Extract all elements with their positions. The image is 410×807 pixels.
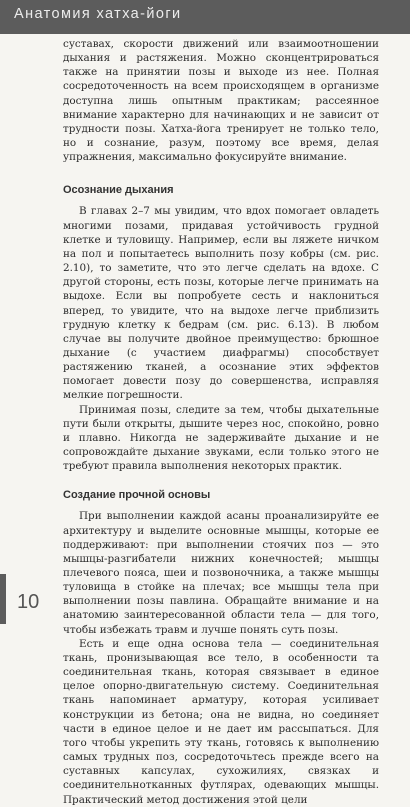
page-body: [63, 37, 379, 807]
page-number-tab: [0, 574, 6, 624]
section-heading-block: [63, 473, 379, 509]
section-heading-breath: Осознание дыхания: [63, 184, 174, 197]
breath-paragraph-2: Принимая позы, следите за тем, чтобы дыхательные пути были открыты, дышите через нос, спокойно, ровно и плавно. Никогда не задерживайте дыхание и не сопровождайте дыхание звуками, если только этого не требуют правила выполнения некоторых практик.: [63, 403, 379, 473]
section-heading-block: [63, 164, 379, 204]
running-header-title: Анатомия хатха-йоги: [14, 6, 182, 22]
page-number: 10: [17, 591, 40, 613]
section-heading-base: Создание прочной основы: [63, 489, 211, 502]
breath-paragraph-1: В главах 2–7 мы увидим, что вдох помогает овладеть многими позами, придавая устойчивость грудной клетке и туловищу. Например, если вы ляжете ничком на пол и попытаетесь выполнить позу кобры (см. рис. 2.10), то заметите, что это легче сделать на вдохе. С другой стороны, есть позы, которые легче принимать на выдохе. Если вы попробуете сесть и наклониться вперед, то увидите, что на выдохе легче приблизить грудную клетку к бедрам (см. рис. 6.13). В любом случае вы получите двойное преимущество: брюшное дыхание (с участием диафрагмы) способствует растяжению тканей, а осознание этих эффектов помогает довести позу до совершенства, исправляя мелкие погрешности.: [63, 205, 379, 402]
running-header-bar: [0, 0, 410, 34]
intro-paragraph: суставах, скорости движений или взаимоотношении дыхания и растяжения. Можно сконцентрироваться также на принятии позы и выходе из нее. Полная сосредоточенность на всем происходящем в организме доступна лишь опытным практикам; рассеянное внимание характерно для начинающих и не зависит от трудности позы. Хатха-йога тренирует не только тело, но и сознание, разум, поэтому все время, делая упражнения, максимально фокусируйте внимание.: [63, 38, 379, 164]
base-paragraph-2: Есть и еще одна основа тела — соединительная ткань, пронизывающая все тело, в особенности та соединительная ткань, которая связывает в единое целое опорно-двигательную систему. Соединительная ткань напоминает арматуру, которая усиливает конструкции из бетона; она не видна, но соединяет части в единое целое и не дает им рассыпаться. Для того чтобы укрепить эту ткань, готовясь к выполнению самых трудных поз, сосредоточьтесь прежде всего на суставных капсулах, сухожилиях, связках и соединительнотканных футлярах, одевающих мышцы. Практический метод достижения этой цели: [63, 637, 379, 806]
base-paragraph-1: При выполнении каждой асаны проанализируйте ее архитектуру и выделите основные мышцы, которые ее поддерживают: при выполнении стоячих поз — это мышцы-разгибатели нижних конечностей; мышцы плечевого пояса, шеи и позвоночника, а также мышцы туловища в стойке на плечах; все мышцы тела при выполнении позы павлина. Обращайте внимание и на анатомию заинтересованной области тела — для того, чтобы избежать травм и лучше понять суть позы.: [63, 510, 379, 636]
